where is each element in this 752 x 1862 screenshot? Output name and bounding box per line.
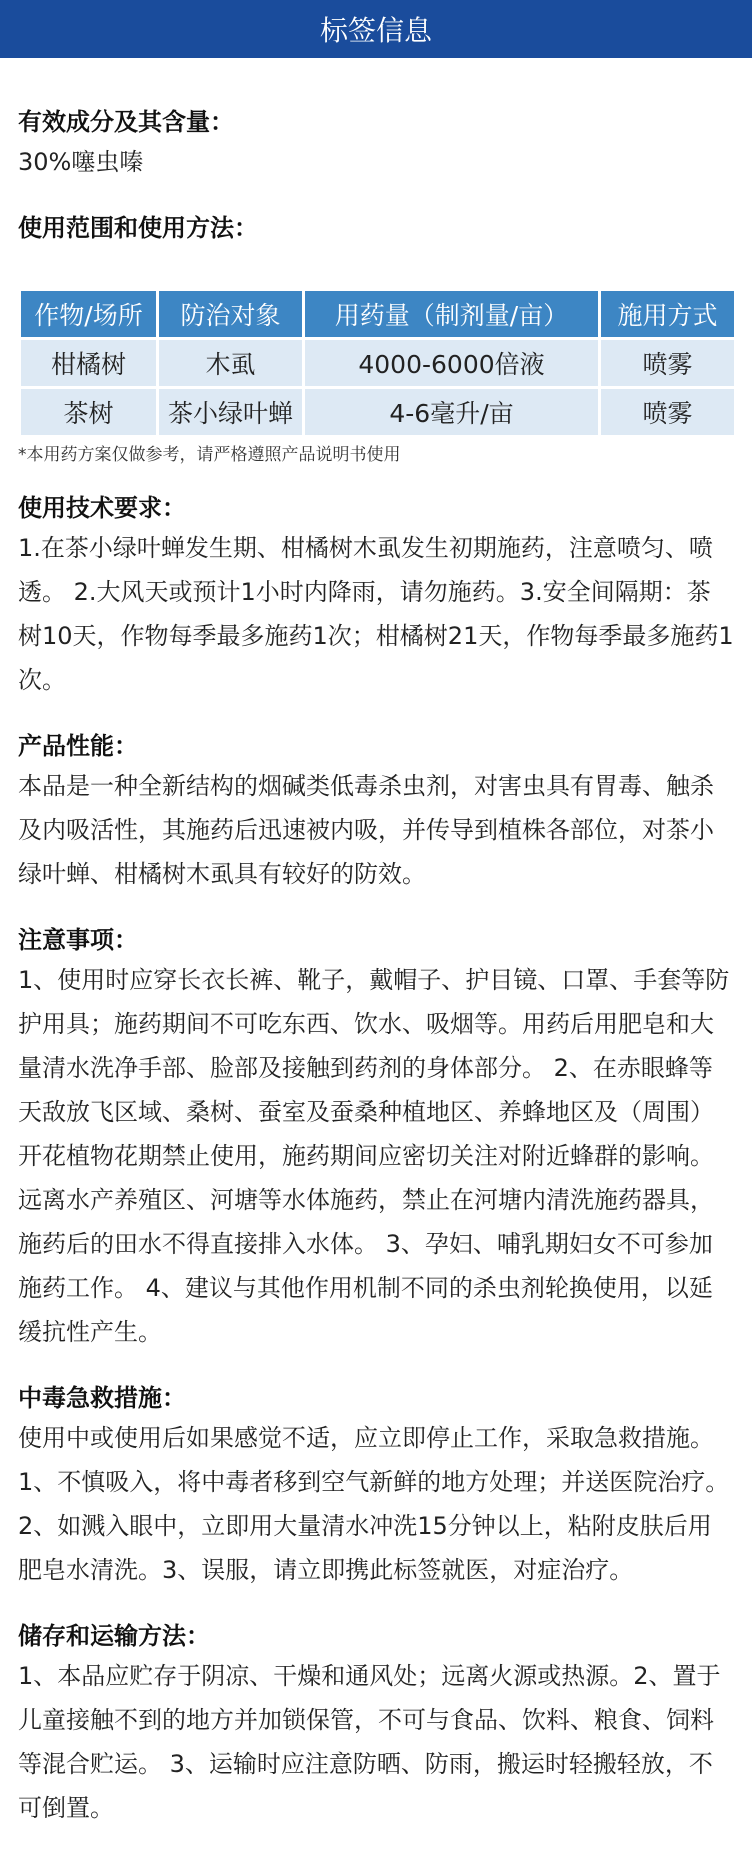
table-cell: 茶树: [20, 388, 158, 437]
table-cell: 喷雾: [600, 388, 736, 437]
table-row: [20, 339, 736, 388]
cautions-section: [18, 922, 734, 1354]
firstaid-section: [18, 1380, 734, 1592]
ingredient-heading: 有效成分及其含量：: [18, 108, 234, 136]
tech-text: 1.在茶小绿叶蝉发生期、柑橘树木虱发生初期施药，注意喷匀、喷透。 2.大风天或预计1小时内降雨，请勿施药。3.安全间隔期：茶树10天，作物每季最多施药1次；柑橘树21天，作物每季最多施药1次。: [18, 534, 734, 694]
cautions-heading: 注意事项：: [18, 926, 138, 954]
table-cell: 茶小绿叶蝉: [158, 388, 304, 437]
cautions-text: 1、使用时应穿长衣长裤、靴子，戴帽子、护目镜、口罩、手套等防护用具；施药期间不可吃东西、饮水、吸烟等。用药后用肥皂和大量清水洗净手部、脸部及接触到药剂的身体部分。 2、在赤眼蜂等天敌放飞区域、桑树、蚕室及蚕桑种植地区、养蜂地区及（周围）开花植物花期禁止使用，施药期间应密切关注对附近蜂群的影响。远离水产养殖区、河塘等水体施药，禁止在河塘内清洗施药器具，施药后的田水不得直接排入水体。 3、孕妇、哺乳期妇女不可参加施药工作。 4、建议与其他作用机制不同的杀虫剂轮换使用，以延缓抗性产生。: [18, 966, 730, 1346]
performance-text: 本品是一种全新结构的烟碱类低毒杀虫剂，对害虫具有胃毒、触杀及内吸活性，其施药后迅速被内吸，并传导到植株各部位，对茶小绿叶蝉、柑橘树木虱具有较好的防效。: [18, 772, 714, 888]
firstaid-text: 使用中或使用后如果感觉不适，应立即停止工作，采取急救措施。 1、不慎吸入，将中毒者移到空气新鲜的地方处理；并送医院治疗。 2、如溅入眼中，立即用大量清水冲洗15分钟以上，粘附皮肤后用肥皂水清洗。3、误服，请立即携此标签就医，对症治疗。: [18, 1424, 730, 1584]
table-cell: 4000-6000倍液: [304, 339, 600, 388]
tech-section: [18, 490, 734, 702]
page-title: 标签信息: [319, 14, 432, 47]
table-cell: 柑橘树: [20, 339, 158, 388]
usage-section: [18, 210, 734, 468]
ingredient-section: [18, 104, 734, 184]
storage-section: [18, 1618, 734, 1830]
storage-heading: 储存和运输方法：: [18, 1622, 210, 1650]
column-header: 用药量（制剂量/亩）: [304, 290, 600, 339]
performance-section: [18, 728, 734, 896]
page-header: [0, 0, 752, 58]
performance-heading: 产品性能：: [18, 732, 138, 760]
usage-note: *本用药方案仅做参考，请严格遵照产品说明书使用: [18, 445, 401, 465]
column-header: 防治对象: [158, 290, 304, 339]
ingredient-text: 30%噻虫嗪: [18, 148, 144, 176]
table-row: [20, 388, 736, 437]
column-header: 施用方式: [600, 290, 736, 339]
dosage-table: [18, 288, 737, 438]
storage-text: 1、本品应贮存于阴凉、干燥和通风处；远离火源或热源。2、置于儿童接触不到的地方并加锁保管，不可与食品、饮料、粮食、饲料等混合贮运。 3、运输时应注意防晒、防雨，搬运时轻搬轻放，不可倒置。: [18, 1662, 721, 1822]
table-cell: 喷雾: [600, 339, 736, 388]
table-header-row: [20, 290, 736, 339]
table-cell: 木虱: [158, 339, 304, 388]
firstaid-heading: 中毒急救措施：: [18, 1384, 186, 1412]
usage-heading: 使用范围和使用方法：: [18, 214, 258, 242]
tech-heading: 使用技术要求：: [18, 494, 186, 522]
table-cell: 4-6毫升/亩: [304, 388, 600, 437]
column-header: 作物/场所: [20, 290, 158, 339]
label-content: [0, 58, 752, 1830]
